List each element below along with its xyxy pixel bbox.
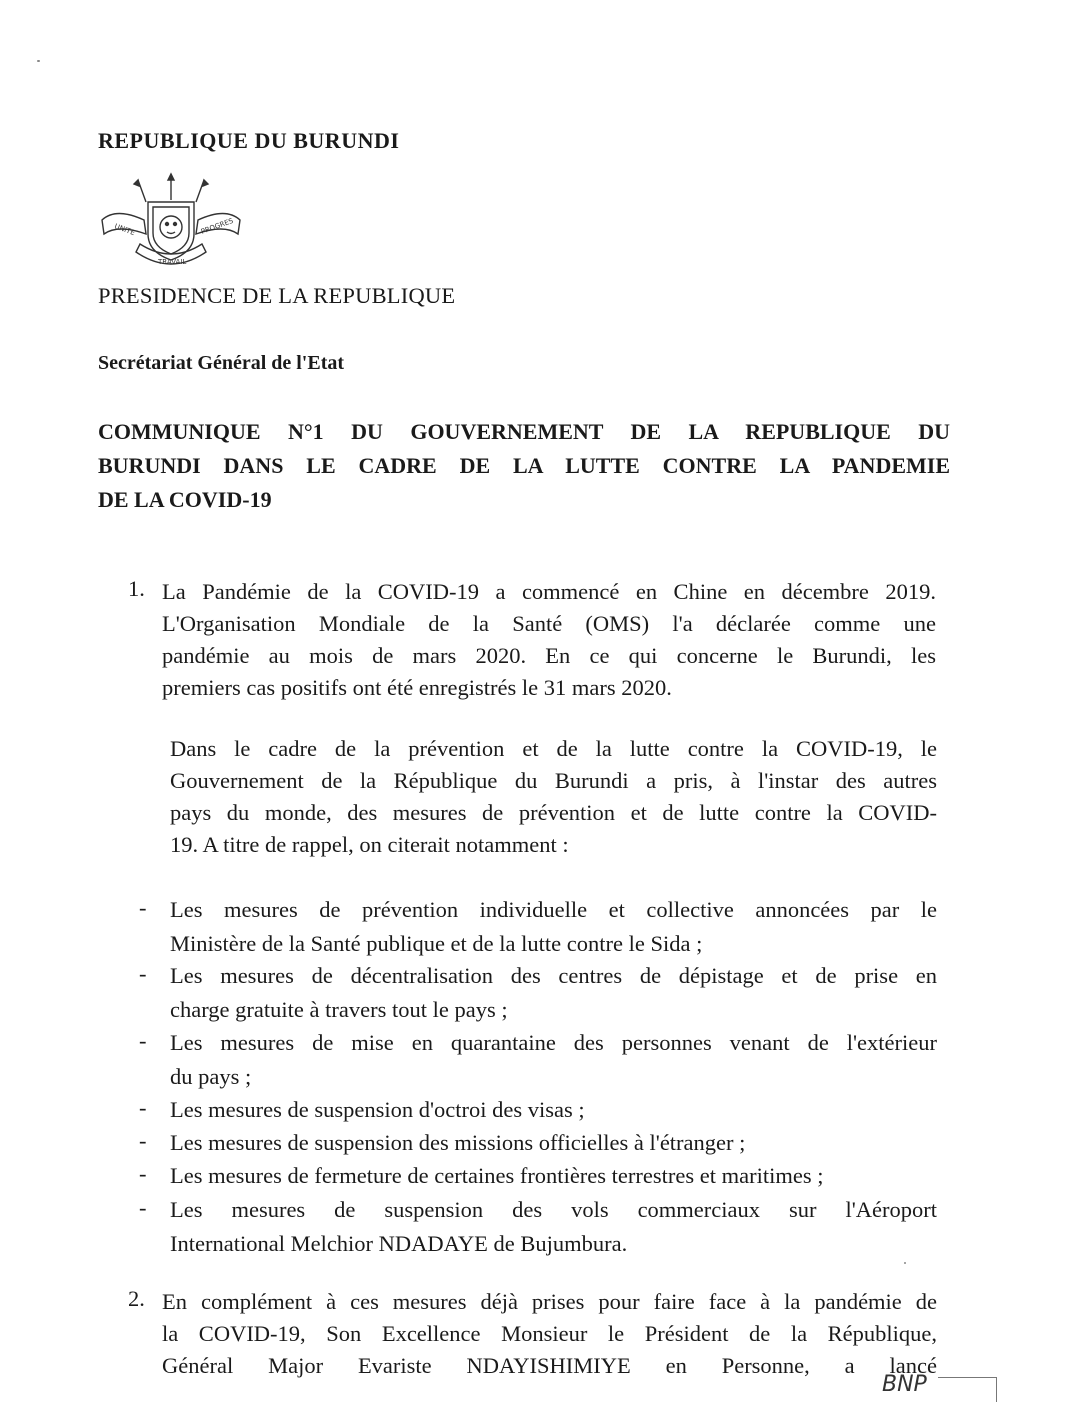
bullet-line: Les mesures de suspension d'octroi des visas ; xyxy=(170,1097,585,1122)
bullet-line: Les mesures de décentralisation des centres de dépistage et de prise en xyxy=(170,963,937,988)
coat-of-arms-icon xyxy=(96,172,246,277)
bullet-dash: - xyxy=(139,1028,147,1053)
title-line: DE LA COVID-19 xyxy=(98,487,272,512)
handwritten-initials: BNP xyxy=(882,1372,927,1397)
bullet-dash: - xyxy=(139,961,147,986)
bullet-item xyxy=(170,1159,937,1193)
bullet-line: Ministère de la Santé publique et de la lutte contre le Sida ; xyxy=(170,930,703,956)
bullet-item xyxy=(170,893,937,960)
paragraph-line: Général Major Evariste NDAYISHIMIYE en Personne, a lancé xyxy=(162,1353,937,1378)
republic-heading: REPUBLIQUE DU BURUNDI xyxy=(98,128,400,153)
communique-title xyxy=(98,415,950,517)
paragraph-line: 19. A titre de rappel, on citerait notamment : xyxy=(170,832,569,857)
paragraph-line: pandémie au mois de mars 2020. En ce qui concerne le Burundi, les xyxy=(162,643,936,668)
bullet-dash: - xyxy=(139,1195,147,1220)
paragraph-line: La Pandémie de la COVID-19 a commencé en Chine en décembre 2019. xyxy=(162,579,936,604)
bullet-item xyxy=(170,959,937,1026)
bullet-line: charge gratuite à travers tout le pays ; xyxy=(170,996,508,1022)
bullet-item xyxy=(170,1193,937,1260)
coat-of-arms-emblem xyxy=(96,172,246,277)
item-paragraph xyxy=(162,576,936,704)
bullet-item xyxy=(170,1126,937,1160)
bullet-line: Les mesures de suspension des missions officielles à l'étranger ; xyxy=(170,1130,746,1155)
bullet-dash: - xyxy=(139,1161,147,1186)
scan-speck xyxy=(904,1262,906,1264)
bullet-line: du pays ; xyxy=(170,1063,252,1089)
bullet-line: International Melchior NDADAYE de Bujumbura. xyxy=(170,1230,628,1256)
bullet-item xyxy=(170,1026,937,1093)
bullet-line: Les mesures de suspension des vols commerciaux sur l'Aéroport xyxy=(170,1197,937,1222)
item-paragraph xyxy=(170,733,937,861)
bullet-line: Les mesures de mise en quarantaine des personnes venant de l'extérieur xyxy=(170,1030,937,1055)
item-number: 2. xyxy=(128,1286,145,1311)
bullet-line: Les mesures de prévention individuelle et collective annoncées par le xyxy=(170,897,937,922)
paragraph-line: Dans le cadre de la prévention et de la lutte contre la COVID-19, le xyxy=(170,736,937,761)
item-paragraph xyxy=(162,1286,937,1382)
paragraph-line: premiers cas positifs ont été enregistrés le 31 mars 2020. xyxy=(162,675,672,700)
paragraph-line: la COVID-19, Son Excellence Monsieur le Président de la République, xyxy=(162,1321,937,1346)
secretariat-heading: Secrétariat Général de l'Etat xyxy=(98,352,345,374)
motto-middle-text: TRAVAIL xyxy=(158,258,187,266)
bullet-dash: - xyxy=(139,1095,147,1120)
paragraph-line: Gouvernement de la République du Burundi a pris, à l'instar des autres xyxy=(170,768,937,793)
presidence-heading: PRESIDENCE DE LA REPUBLIQUE xyxy=(98,283,456,308)
initials-box xyxy=(938,1377,997,1402)
title-line: COMMUNIQUE N°1 DU GOUVERNEMENT DE LA REPUBLIQUE DU xyxy=(98,419,950,444)
bullet-line: Les mesures de fermeture de certaines frontières terrestres et maritimes ; xyxy=(170,1163,824,1188)
motto-left-text: UNITE xyxy=(113,222,136,238)
paragraph-line: L'Organisation Mondiale de la Santé (OMS) l'a déclarée comme une xyxy=(162,611,936,636)
item-number: 1. xyxy=(128,576,145,601)
motto-right-text: PROGRES xyxy=(199,216,235,236)
bullet-dash: - xyxy=(139,1128,147,1153)
bullet-item xyxy=(170,1093,937,1127)
paragraph-line: pays du monde, des mesures de prévention et de lutte contre la COVID- xyxy=(170,800,937,825)
bullet-dash: - xyxy=(139,895,147,920)
paragraph-line: En complément à ces mesures déjà prises pour faire face à la pandémie de xyxy=(162,1289,937,1314)
title-line: BURUNDI DANS LE CADRE DE LA LUTTE CONTRE LA PANDEMIE xyxy=(98,453,950,478)
scan-speck xyxy=(37,60,40,62)
